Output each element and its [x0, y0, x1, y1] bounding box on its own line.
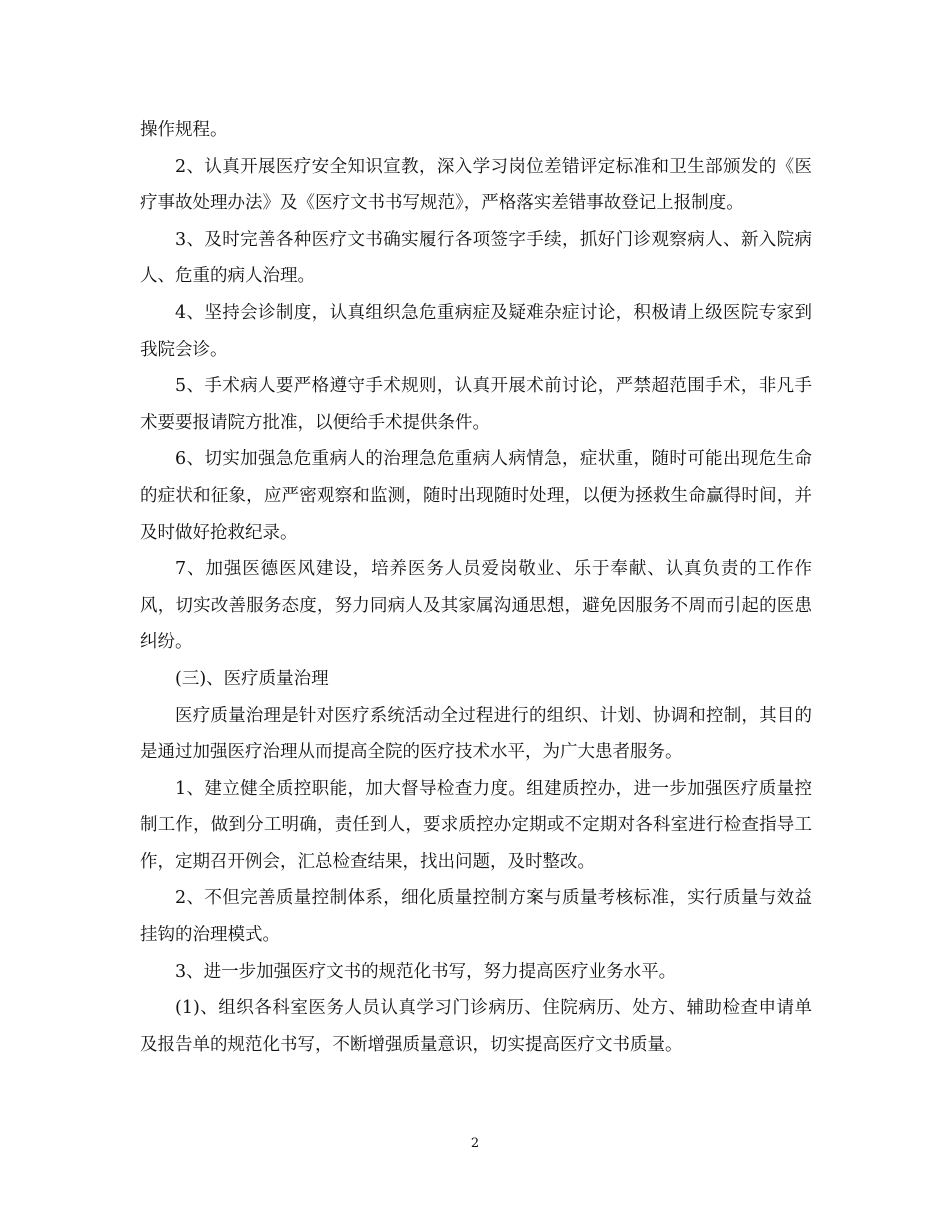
paragraph: 4、坚持会诊制度，认真组织急危重病症及疑难杂症讨论，积极请上级医院专家到我院会诊。 — [140, 302, 812, 360]
paragraph: 2、认真开展医疗安全知识宣教，深入学习岗位差错评定标准和卫生部颁发的《医疗事故处理办法》及《医疗文书书写规范》，严格落实差错事故登记上报制度。 — [140, 156, 812, 214]
paragraph: 操作规程。 — [140, 120, 228, 140]
paragraph: (1)、组织各科室医务人员认真学习门诊病历、住院病历、处方、辅助检查申请单及报告单的规范化书写，不断增强质量意识，切实提高医疗文书质量。 — [140, 998, 812, 1055]
paragraph: 1、建立健全质控职能，加大督导检查力度。组建质控办，进一步加强医疗质量控制工作，做到分工明确，责任到人，要求质控办定期或不定期对各科室进行检查指导工作，定期召开例会，汇总检查结果，找出问题，及时整改。 — [140, 778, 812, 872]
paragraph: 6、切实加强急危重病人的治理急危重病人病情急，症状重，随时可能出现危生命的症状和征象，应严密观察和监测，随时出现随时处理，以便为拯救生命赢得时间，并及时做好抢救纪录。 — [140, 449, 812, 543]
paragraph: 3、及时完善各种医疗文书确实履行各项签字手续，抓好门诊观察病人、新入院病人、危重的病人治理。 — [140, 229, 812, 287]
page-number: 2 — [470, 1136, 480, 1151]
paragraph: 2、不但完善质量控制体系，细化质量控制方案与质量考核标准，实行质量与效益挂钩的治理模式。 — [140, 888, 812, 946]
document-body — [140, 112, 812, 1063]
section-heading: (三)、医疗质量治理 — [175, 668, 329, 689]
paragraph: 3、进一步加强医疗文书的规范化书写，努力提高医疗业务水平。 — [175, 961, 677, 982]
paragraph: 7、加强医德医风建设，培养医务人员爱岗敬业、乐于奉献、认真负责的工作作风，切实改善服务态度，努力同病人及其家属沟通思想，避免因服务不周而引起的医患纠纷。 — [140, 559, 812, 653]
paragraph: 5、手术病人要严格遵守手术规则，认真开展术前讨论，严禁超范围手术，非凡手术要要报请院方批准，以便给手术提供条件。 — [140, 376, 812, 433]
paragraph: 医疗质量治理是针对医疗系统活动全过程进行的组织、计划、协调和控制，其目的是通过加强医疗治理从而提高全院的医疗技术水平，为广大患者服务。 — [140, 705, 812, 763]
